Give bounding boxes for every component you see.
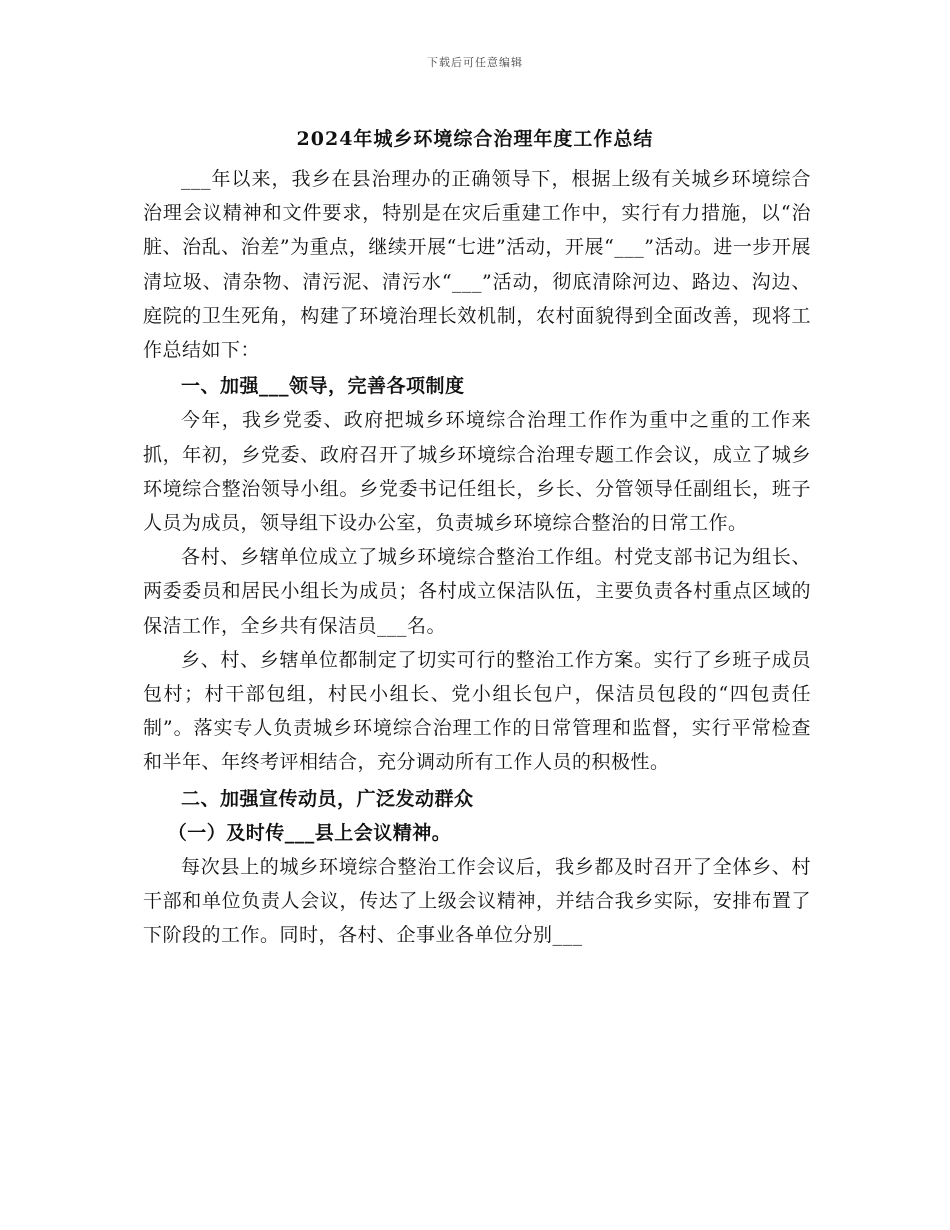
intro-paragraph: ___年以来，我乡在县治理办的正确领导下，根据上级有关城乡环境综合治理会议精神和文件要求，特别是在灾后重建工作中，实行有力措施，以“治脏、治乱、治差”为重点，继续开展“七进”活动，开展“___”活动。进一步开展清垃圾、清杂物、清污泥、清污水“___”活动，彻底清除河边、路边、沟边、庭院的卫生死角，构建了环境治理长效机制，农村面貌得到全面改善，现将工作总结如下： (143, 168, 811, 362)
section-1-paragraph-2: 各村、乡辖单位成立了城乡环境综合整治工作组。村党支部书记为组长、两委委员和居民小组长为成员；各村成立保洁队伍，主要负责各村重点区域的保洁工作，全乡共有保洁员___名。 (143, 546, 811, 637)
section-2-subheading-1: （一）及时传___县上会议精神。 (167, 821, 452, 844)
section-1-heading: 一、加强___领导，完善各项制度 (181, 375, 465, 398)
section-1-paragraph-1: 今年，我乡党委、政府把城乡环境综合治理工作作为重中之重的工作来抓，年初，乡党委、政府召开了城乡环境综合治理专题工作会议，成立了城乡环境综合整治领导小组。乡党委书记任组长，乡长、分管领导任副组长，班子人员为成员，领导组下设办公室，负责城乡环境综合整治的日常工作。 (143, 409, 811, 535)
document-title: 2024年城乡环境综合治理年度工作总结 (296, 128, 654, 150)
page-header-note: 下载后可任意编辑 (427, 56, 523, 69)
document-body (143, 162, 811, 953)
section-2-heading: 二、加强宣传动员，广泛发动群众 (181, 787, 474, 810)
section-1-paragraph-3: 乡、村、乡辖单位都制定了切实可行的整治工作方案。实行了乡班子成员包村；村干部包组，村民小组长、党小组长包户，保洁员包段的“四包责任制”。落实专人负责城乡环境综合治理工作的日常管理和监督，实行平常检查和半年、年终考评相结合，充分调动所有工作人员的积极性。 (143, 648, 811, 774)
section-2-paragraph-1: 每次县上的城乡环境综合整治工作会议后，我乡都及时召开了全体乡、村干部和单位负责人会议，传达了上级会议精神，并结合我乡实际，安排布置了下阶段的工作。同时，各村、企事业各单位分别___ (143, 856, 811, 947)
